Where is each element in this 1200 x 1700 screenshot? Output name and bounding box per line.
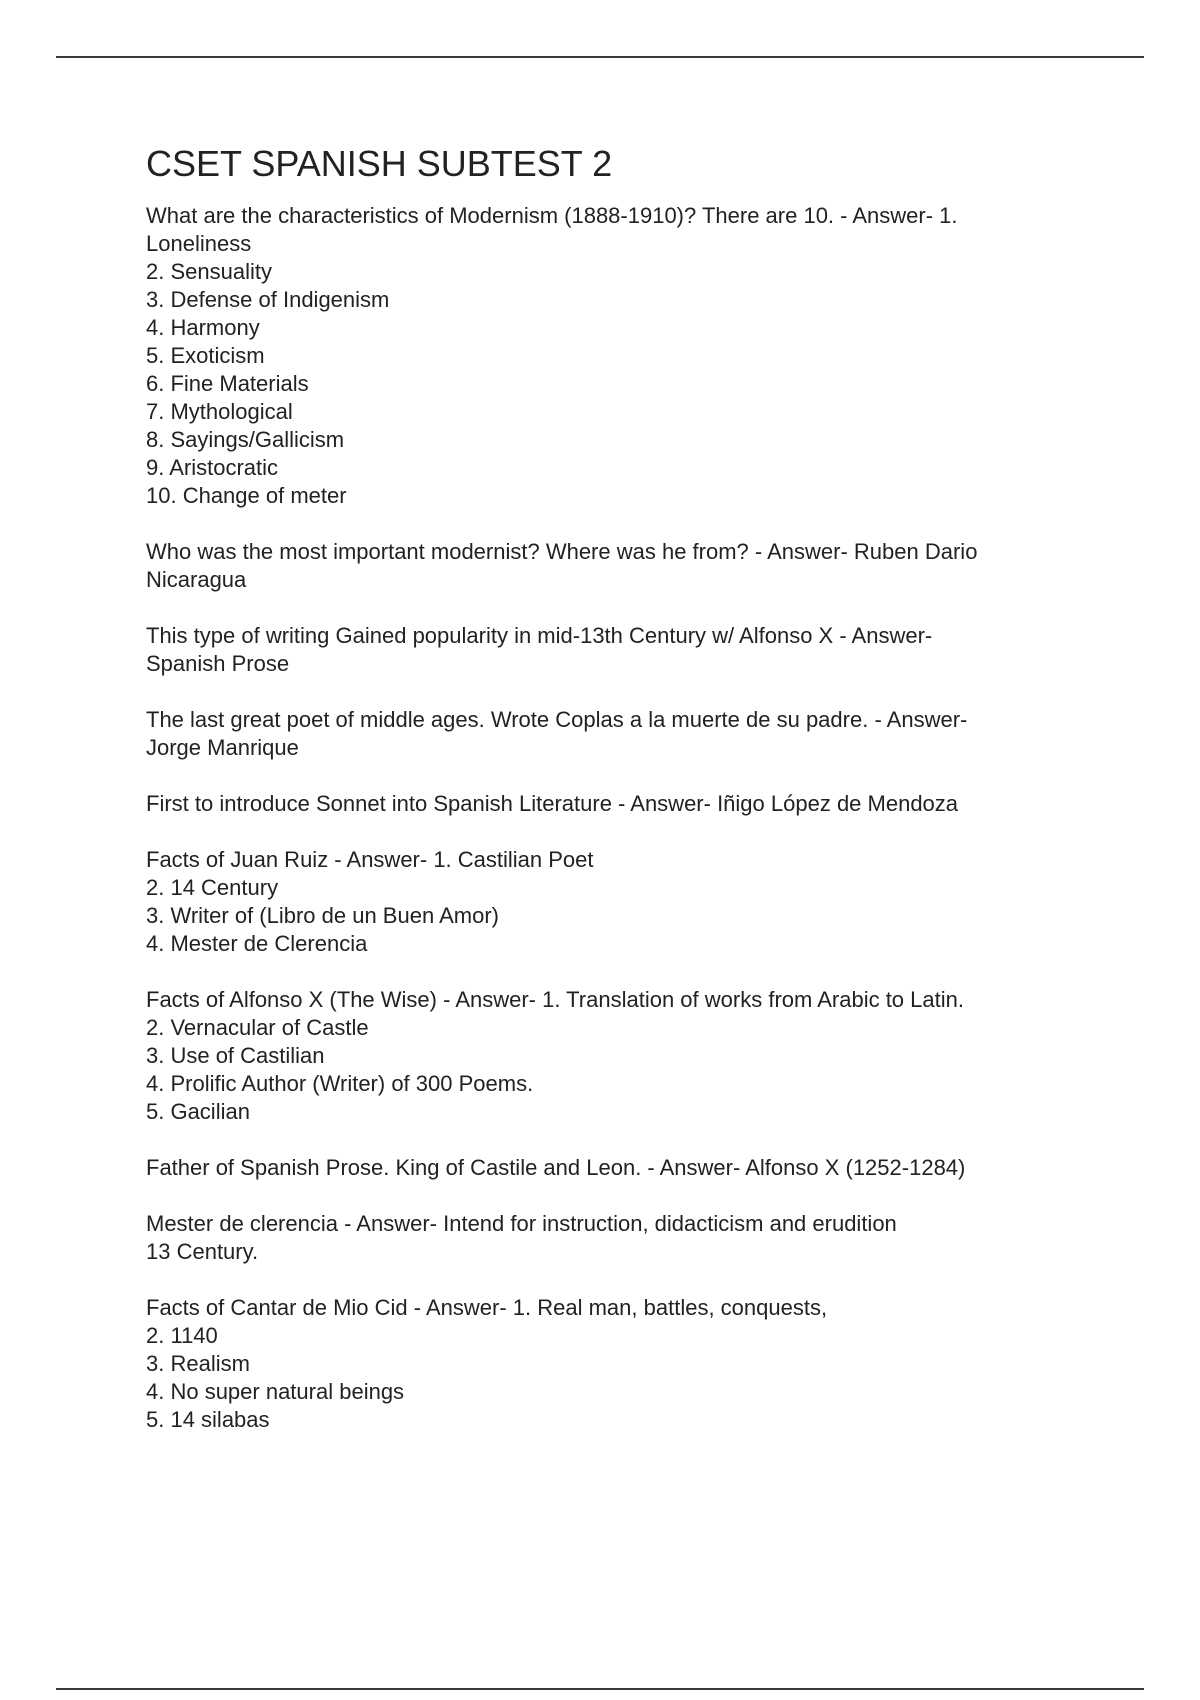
qa-answer-line: 3. Defense of Indigenism — [146, 287, 390, 312]
qa-answer-line: Jorge Manrique — [146, 735, 299, 760]
qa-entry — [146, 622, 1091, 678]
qa-question-line: What are the characteristics of Modernism (1888-1910)? There are 10. - Answer- 1. — [146, 203, 958, 228]
qa-answer-line: 6. Fine Materials — [146, 371, 309, 396]
qa-answer-line: 3. Writer of (Libro de un Buen Amor) — [146, 903, 499, 928]
qa-entry — [146, 790, 1091, 818]
qa-answer-line: Nicaragua — [146, 567, 247, 592]
qa-answer-line: 5. 14 silabas — [146, 1407, 270, 1432]
qa-entry — [146, 706, 1091, 762]
top-rule — [56, 56, 1144, 58]
qa-question-line: Facts of Cantar de Mio Cid - Answer- 1. Real man, battles, conquests, — [146, 1295, 828, 1320]
qa-answer-line: 5. Exoticism — [146, 343, 265, 368]
qa-answer-line: 5. Gacilian — [146, 1099, 250, 1124]
qa-answer-line: 7. Mythological — [146, 399, 293, 424]
qa-question-line: Father of Spanish Prose. King of Castile and Leon. - Answer- Alfonso X (1252-1284) — [146, 1155, 966, 1180]
qa-answer-line: 2. 1140 — [146, 1323, 218, 1348]
qa-answer-line: 4. No super natural beings — [146, 1379, 405, 1404]
bottom-rule — [56, 1688, 1144, 1690]
qa-answer-line: 2. Sensuality — [146, 259, 272, 284]
qa-question-line: This type of writing Gained popularity in mid-13th Century w/ Alfonso X - Answer- — [146, 623, 933, 648]
qa-answer-line: 8. Sayings/Gallicism — [146, 427, 345, 452]
qa-entry — [146, 1210, 1091, 1266]
qa-question-line: Mester de clerencia - Answer- Intend for instruction, didacticism and erudition — [146, 1211, 897, 1236]
qa-entry — [146, 846, 1091, 958]
qa-entry — [146, 538, 1091, 594]
qa-answer-line: 10. Change of meter — [146, 483, 347, 508]
qa-answer-line: 4. Mester de Clerencia — [146, 931, 368, 956]
qa-answer-line: 3. Realism — [146, 1351, 250, 1376]
qa-answer-line: 4. Prolific Author (Writer) of 300 Poems. — [146, 1071, 534, 1096]
qa-answer-line: 2. Vernacular of Castle — [146, 1015, 369, 1040]
qa-entry — [146, 986, 1091, 1126]
document-body — [146, 140, 1091, 1462]
qa-answer-line: 3. Use of Castilian — [146, 1043, 325, 1068]
qa-entry — [146, 1154, 1091, 1182]
qa-answer-line: Spanish Prose — [146, 651, 290, 676]
qa-question-line: The last great poet of middle ages. Wrote Coplas a la muerte de su padre. - Answer- — [146, 707, 968, 732]
qa-answer-line: 4. Harmony — [146, 315, 260, 340]
qa-question-line: Facts of Juan Ruiz - Answer- 1. Castilian Poet — [146, 847, 594, 872]
qa-answer-line: Loneliness — [146, 231, 252, 256]
qa-question-line: Facts of Alfonso X (The Wise) - Answer- 1. Translation of works from Arabic to Latin. — [146, 987, 964, 1012]
qa-list — [146, 202, 1091, 1434]
qa-question-line: Who was the most important modernist? Where was he from? - Answer- Ruben Dario — [146, 539, 978, 564]
qa-entry — [146, 1294, 1091, 1434]
qa-entry — [146, 202, 1091, 510]
qa-answer-line: 2. 14 Century — [146, 875, 279, 900]
qa-answer-line: 9. Aristocratic — [146, 455, 279, 480]
document-title: CSET SPANISH SUBTEST 2 — [146, 143, 613, 184]
qa-answer-line: 13 Century. — [146, 1239, 259, 1264]
qa-question-line: First to introduce Sonnet into Spanish Literature - Answer- Iñigo López de Mendoza — [146, 791, 959, 816]
